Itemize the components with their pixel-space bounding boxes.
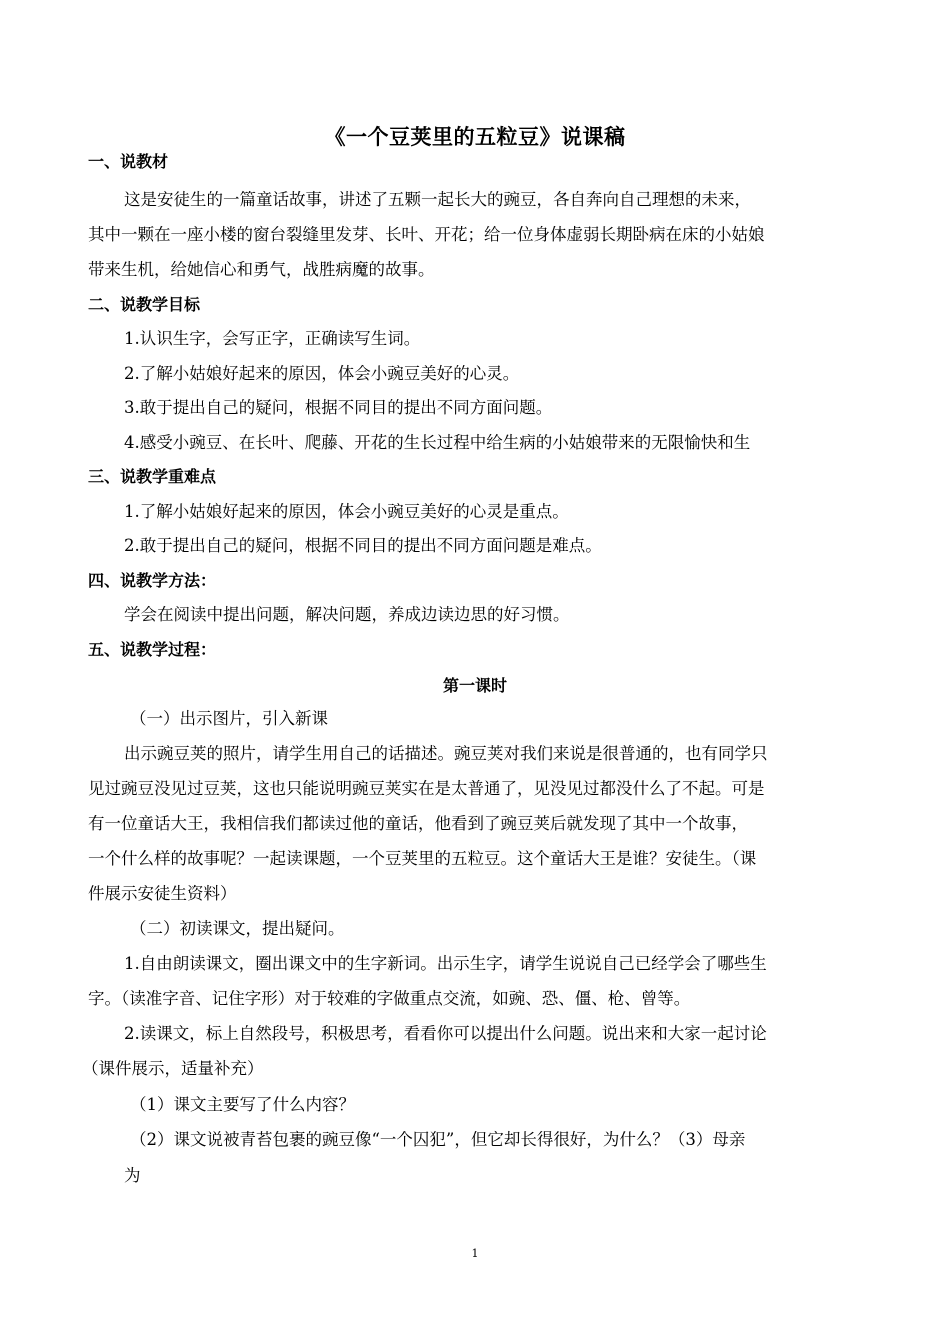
paragraph-line: （课件展示，适量补充） <box>82 1059 264 1078</box>
section-heading-materials: 一、说教材 <box>88 152 169 171</box>
paragraph-line: 带来生机，给她信心和勇气，战胜病魔的故事。 <box>88 260 435 279</box>
objective-item: 2.了解小姑娘好起来的原因，体会小豌豆美好的心灵。 <box>124 364 520 383</box>
part1-heading: （一）出示图片，引入新课 <box>130 709 328 728</box>
paragraph-line: 见过豌豆没见过豆荚，这也只能说明豌豆荚实在是太普通了，见没见过都没什么了不起。可是 <box>88 779 765 798</box>
method-item: 学会在阅读中提出问题，解决问题，养成边读边思的好习惯。 <box>124 605 570 624</box>
paragraph-line: 件展示安徒生资料） <box>88 884 237 903</box>
question-item: （1）课文主要写了什么内容？ <box>130 1095 355 1114</box>
question-item: 为 <box>124 1166 141 1185</box>
part2-heading: （二）初读课文，提出疑问。 <box>130 919 345 938</box>
section-heading-objectives: 二、说教学目标 <box>88 295 201 314</box>
paragraph-line: 2.读课文，标上自然段号，积极思考，看看你可以提出什么问题。说出来和大家一起讨论 <box>124 1024 767 1043</box>
section-heading-process: 五、说教学过程： <box>88 640 217 659</box>
paragraph-line: 这是安徒生的一篇童话故事，讲述了五颗一起长大的豌豆，各自奔向自己理想的未来， <box>124 190 751 209</box>
page-number: 1 <box>471 1247 479 1260</box>
question-item: （2）课文说被青苔包裹的豌豆像“一个囚犯”，但它却长得很好，为什么？（3）母亲 <box>130 1130 746 1149</box>
objective-item: 3.敢于提出自己的疑问，根据不同目的提出不同方面问题。 <box>124 398 553 417</box>
lesson-subtitle: 第一课时 <box>442 676 507 695</box>
objective-item: 4.感受小豌豆、在长叶、爬藤、开花的生长过程中给生病的小姑娘带来的无限愉快和生 <box>124 433 751 452</box>
document-title: 《一个豆荚里的五粒豆》说课稿 <box>324 125 626 149</box>
section-heading-key-points: 三、说教学重难点 <box>88 467 217 486</box>
paragraph-line: 一个什么样的故事呢？一起读课题，一个豆荚里的五粒豆。这个童话大王是谁？安徒生。（课 <box>88 849 757 868</box>
key-point-item: 1.了解小姑娘好起来的原因，体会小豌豆美好的心灵是重点。 <box>124 502 569 521</box>
paragraph-line: 其中一颗在一座小楼的窗台裂缝里发芽、长叶、开花；给一位身体虚弱长期卧病在床的小姑娘 <box>88 225 765 244</box>
paragraph-line: 出示豌豆荚的照片，请学生用自己的话描述。豌豆荚对我们来说是很普通的，也有同学只 <box>124 744 768 763</box>
section-heading-methods: 四、说教学方法： <box>88 571 217 590</box>
paragraph-line: 字。（读准字音、记住字形）对于较难的字做重点交流，如豌、恐、僵、枪、曾等。 <box>88 989 691 1008</box>
paragraph-line: 有一位童话大王，我相信我们都读过他的童话，他看到了豌豆荚后就发现了其中一个故事， <box>88 814 748 833</box>
paragraph-line: 1.自由朗读课文，圈出课文中的生字新词。出示生字，请学生说说自己已经学会了哪些生 <box>124 954 767 973</box>
key-point-item: 2.敢于提出自己的疑问，根据不同目的提出不同方面问题是难点。 <box>124 536 602 555</box>
objective-item: 1.认识生字，会写正字，正确读写生词。 <box>124 329 421 348</box>
